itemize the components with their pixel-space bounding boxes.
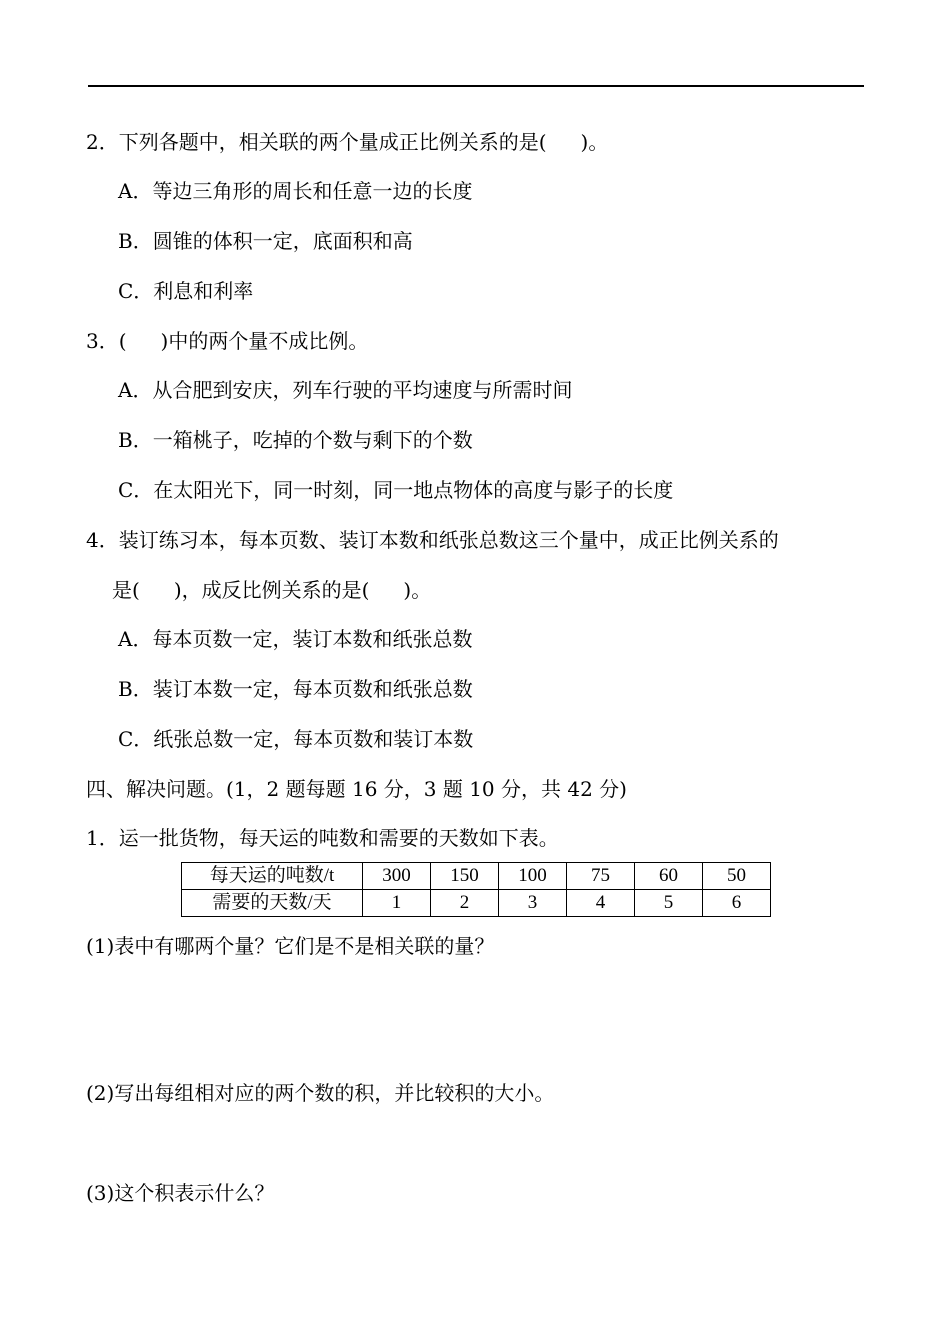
question-2-option-c: C．利息和利率 [118, 279, 254, 303]
table-cell: 50 [703, 863, 771, 890]
question-4-option-a: A．每本页数一定，装订本数和纸张总数 [118, 627, 473, 651]
table-cell: 3 [499, 890, 567, 917]
table-cell: 4 [567, 890, 635, 917]
sub-question-2: (2)写出每组相对应的两个数的积，并比较积的大小。 [86, 1081, 555, 1105]
table-cell: 60 [635, 863, 703, 890]
question-3-option-b: B．一箱桃子，吃掉的个数与剩下的个数 [118, 428, 473, 452]
table-cell: 300 [363, 863, 431, 890]
table-row-label: 需要的天数/天 [182, 890, 363, 917]
tonnage-days-table [181, 862, 771, 917]
table-row [182, 863, 771, 890]
table-row-label: 每天运的吨数/t [182, 863, 363, 890]
question-3-stem-text: )中的两个量不成比例。 [160, 329, 369, 353]
table-row [182, 890, 771, 917]
table-cell: 5 [635, 890, 703, 917]
section-4-title: 四、解决问题。(1，2 题每题 16 分，3 题 10 分，共 42 分) [86, 777, 627, 801]
question-4-option-c: C．纸张总数一定，每本页数和装订本数 [118, 727, 474, 751]
table-cell: 150 [431, 863, 499, 890]
question-2-option-a: A．等边三角形的周长和任意一边的长度 [118, 179, 473, 203]
table-cell: 100 [499, 863, 567, 890]
question-4-stem-part-b: )，成反比例关系的是( [173, 578, 370, 602]
question-4-stem-line2 [112, 578, 431, 602]
question-3-option-c: C．在太阳光下，同一时刻，同一地点物体的高度与影子的长度 [118, 478, 674, 502]
question-4-stem-part-c: )。 [403, 578, 432, 602]
table-cell: 2 [431, 890, 499, 917]
question-2-option-b: B．圆锥的体积一定，底面积和高 [118, 229, 413, 253]
question-3-stem [86, 329, 368, 353]
question-2-stem [86, 130, 608, 154]
table-cell: 75 [567, 863, 635, 890]
problem-1-stem: 1．运一批货物，每天运的吨数和需要的天数如下表。 [86, 826, 559, 850]
question-4-stem-line1: 4．装订练习本，每本页数、装订本数和纸张总数这三个量中，成正比例关系的 [86, 528, 779, 552]
question-4-stem-part-a: 是( [112, 578, 140, 602]
sub-question-3: (3)这个积表示什么？ [86, 1181, 275, 1205]
question-3-option-a: A．从合肥到安庆，列车行驶的平均速度与所需时间 [118, 378, 573, 402]
header-rule [88, 85, 864, 87]
question-2-stem-end: )。 [580, 130, 609, 154]
question-4-option-b: B．装订本数一定，每本页数和纸张总数 [118, 677, 473, 701]
table-cell: 6 [703, 890, 771, 917]
question-3-stem-start: 3．( [86, 329, 127, 353]
sub-question-1: (1)表中有哪两个量？它们是不是相关联的量？ [86, 934, 495, 958]
question-2-stem-text: 2．下列各题中，相关联的两个量成正比例关系的是( [86, 130, 547, 154]
table-cell: 1 [363, 890, 431, 917]
